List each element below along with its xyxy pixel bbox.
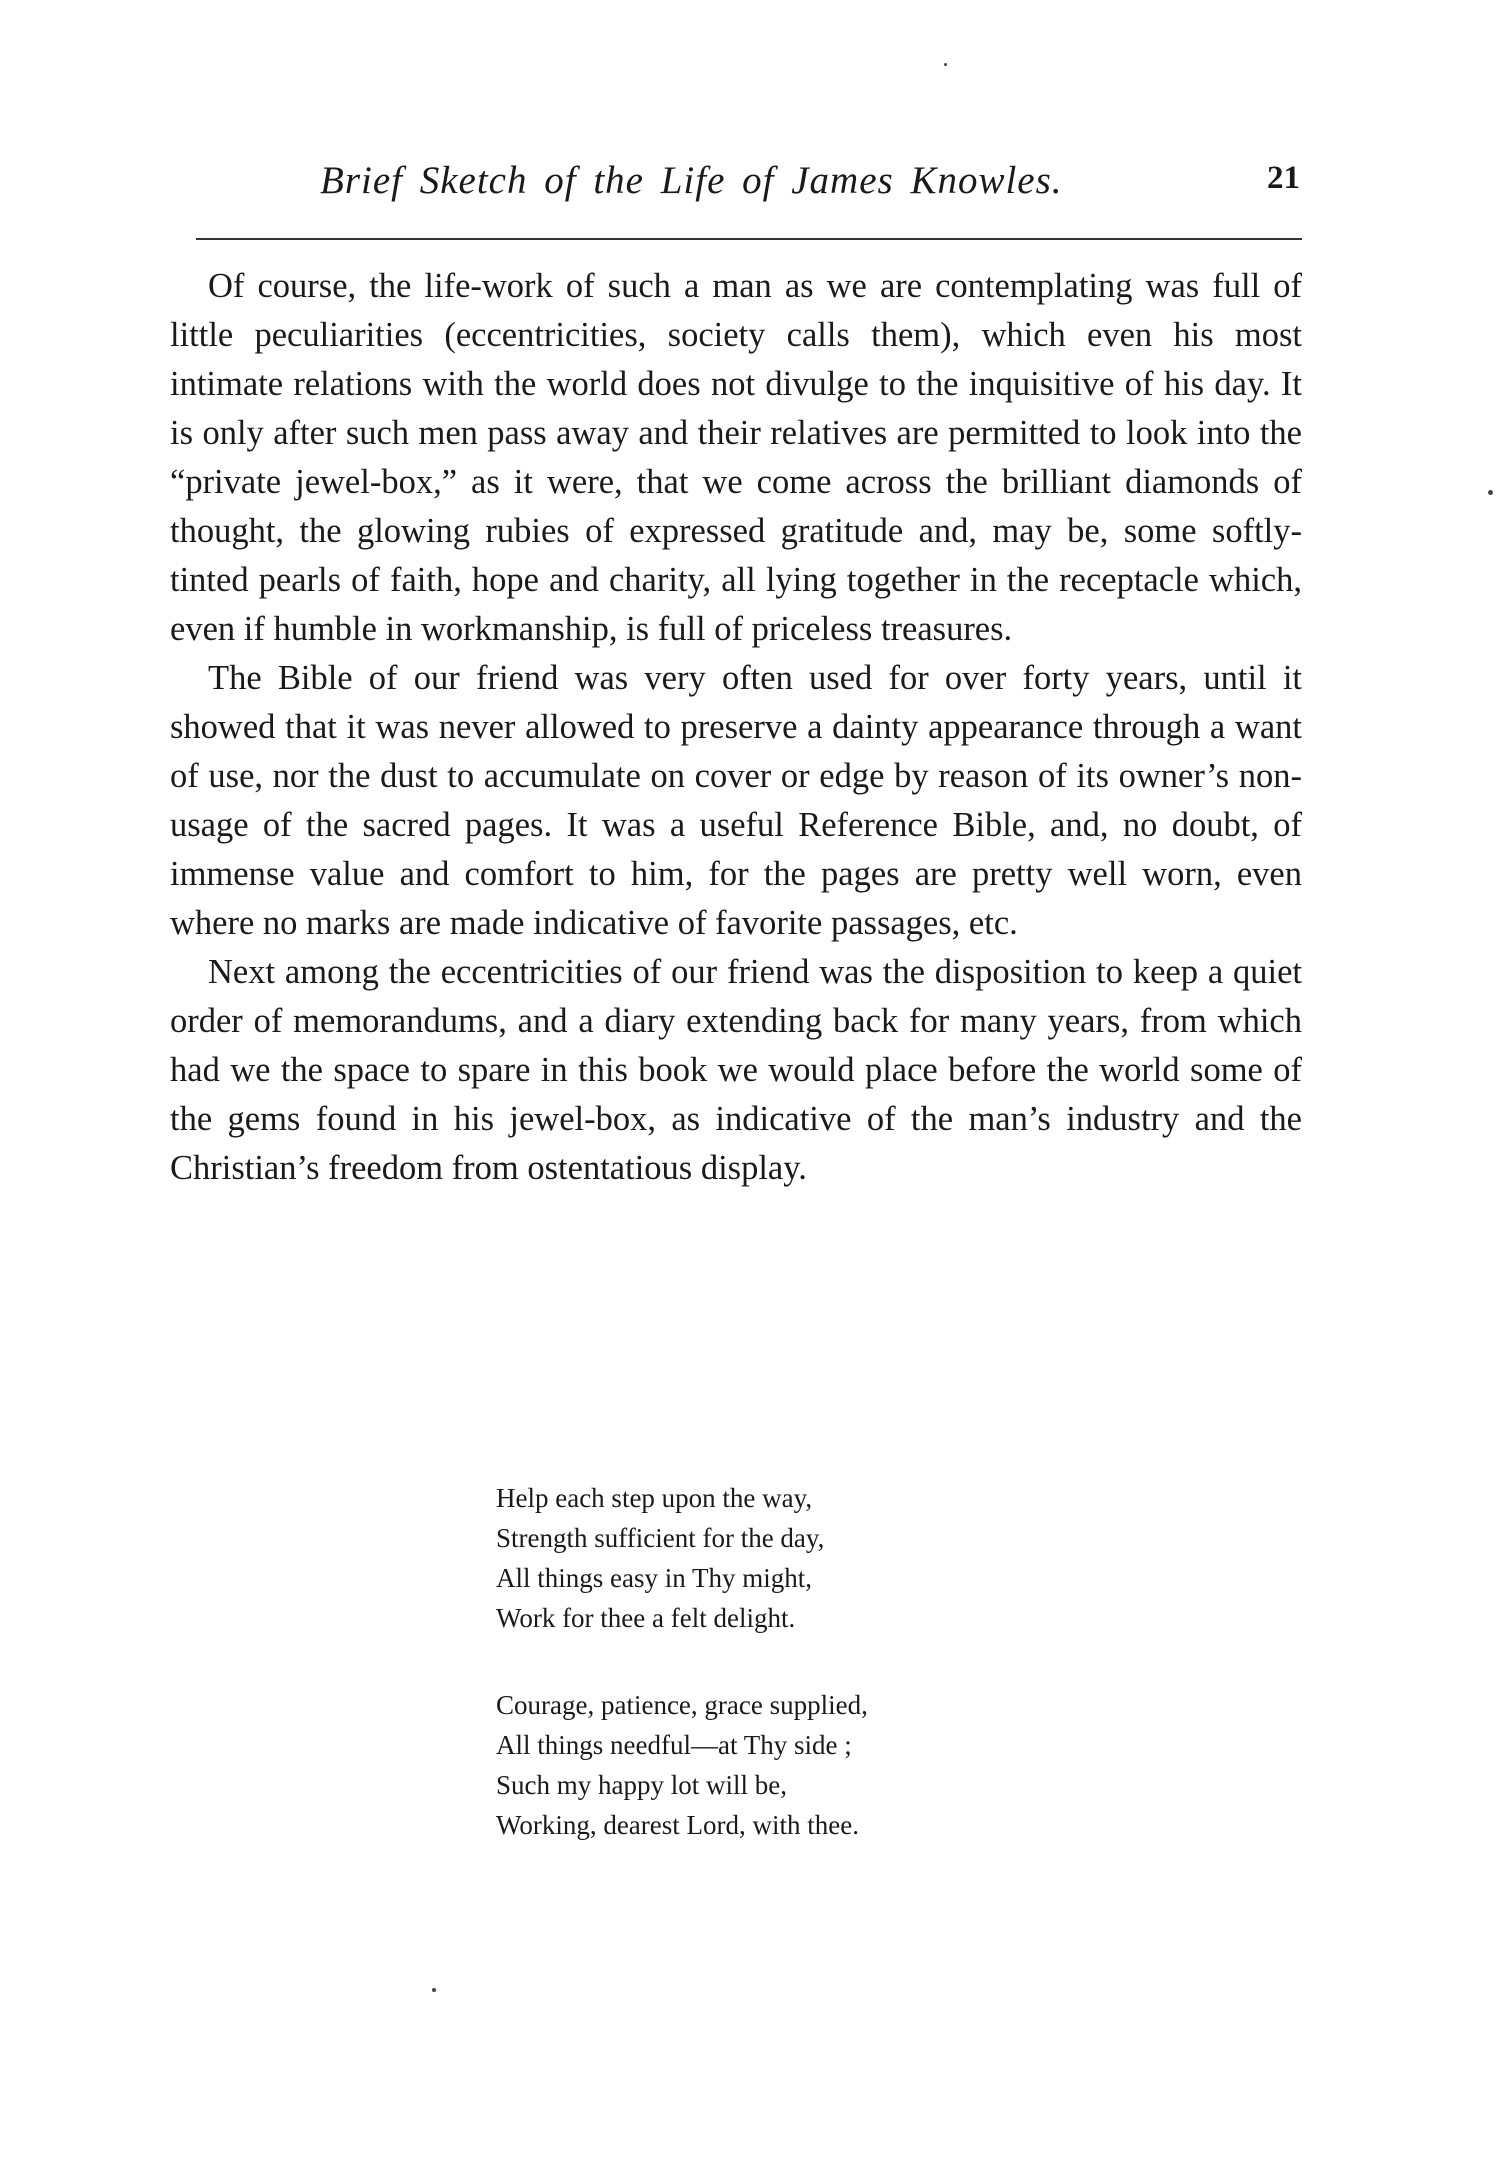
header-rule — [196, 238, 1302, 240]
poem-line: All things easy in Thy might, — [496, 1563, 812, 1593]
poem-line: Work for thee a felt delight. — [496, 1603, 796, 1633]
poem-line: Strength sufficient for the day, — [496, 1523, 825, 1553]
running-title: Brief Sketch of the Life of James Knowles. — [320, 159, 1063, 202]
paragraph-bible: The Bible of our friend was very often used for over forty years, until it showed that it was never allowed to preserve a dainty appearance through a want of use, nor the dust to accumulate on cover or edge by reason of its owner’s non-usage of the sacred pages. It was a useful Reference Bible, and, no doubt, of immense value and comfort to him, for the pages are pretty well worn, even where no marks are made indicative of favorite passages, etc. — [170, 659, 1302, 942]
paragraph-memorandums: Next among the eccentricities of our friend was the disposition to keep a quiet order of memorandums, and a diary extending back for many years, from which had we the space to spare in this book we would place before the world some of the gems found in his jewel-box, as indicative of the man’s industry and the Christian’s freedom from ostentatious display. — [170, 953, 1302, 1187]
print-speck — [1488, 490, 1493, 495]
poem-line: All things needful—at Thy side ; — [496, 1730, 852, 1760]
poem-stanza — [496, 1478, 1056, 1638]
poem-line: Courage, patience, grace supplied, — [496, 1690, 868, 1720]
body-text — [170, 262, 1302, 1193]
page-number: 21 — [1267, 160, 1300, 196]
paragraph-life-work: Of course, the life-work of such a man as we are contemplating was full of little peculiarities (eccentricities, society calls them), which even his most intimate relations with the world does not divulge to the inquisitive of his day. It is only after such men pass away and their relatives are permitted to look into the “private jewel-box,” as it were, that we come across the brilliant diamonds of thought, the glowing rubies of expressed gratitude and, may be, some softly-tinted pearls of faith, hope and charity, all lying together in the receptacle which, even if humble in workmanship, is full of priceless treasures. — [170, 267, 1302, 648]
poem-stanza — [496, 1685, 1056, 1845]
poem-line: Such my happy lot will be, — [496, 1770, 787, 1800]
running-head — [170, 158, 1300, 218]
print-speck — [944, 63, 947, 66]
poem-line: Working, dearest Lord, with thee. — [496, 1810, 859, 1840]
print-speck — [432, 1988, 436, 1992]
poem-line: Help each step upon the way, — [496, 1483, 813, 1513]
